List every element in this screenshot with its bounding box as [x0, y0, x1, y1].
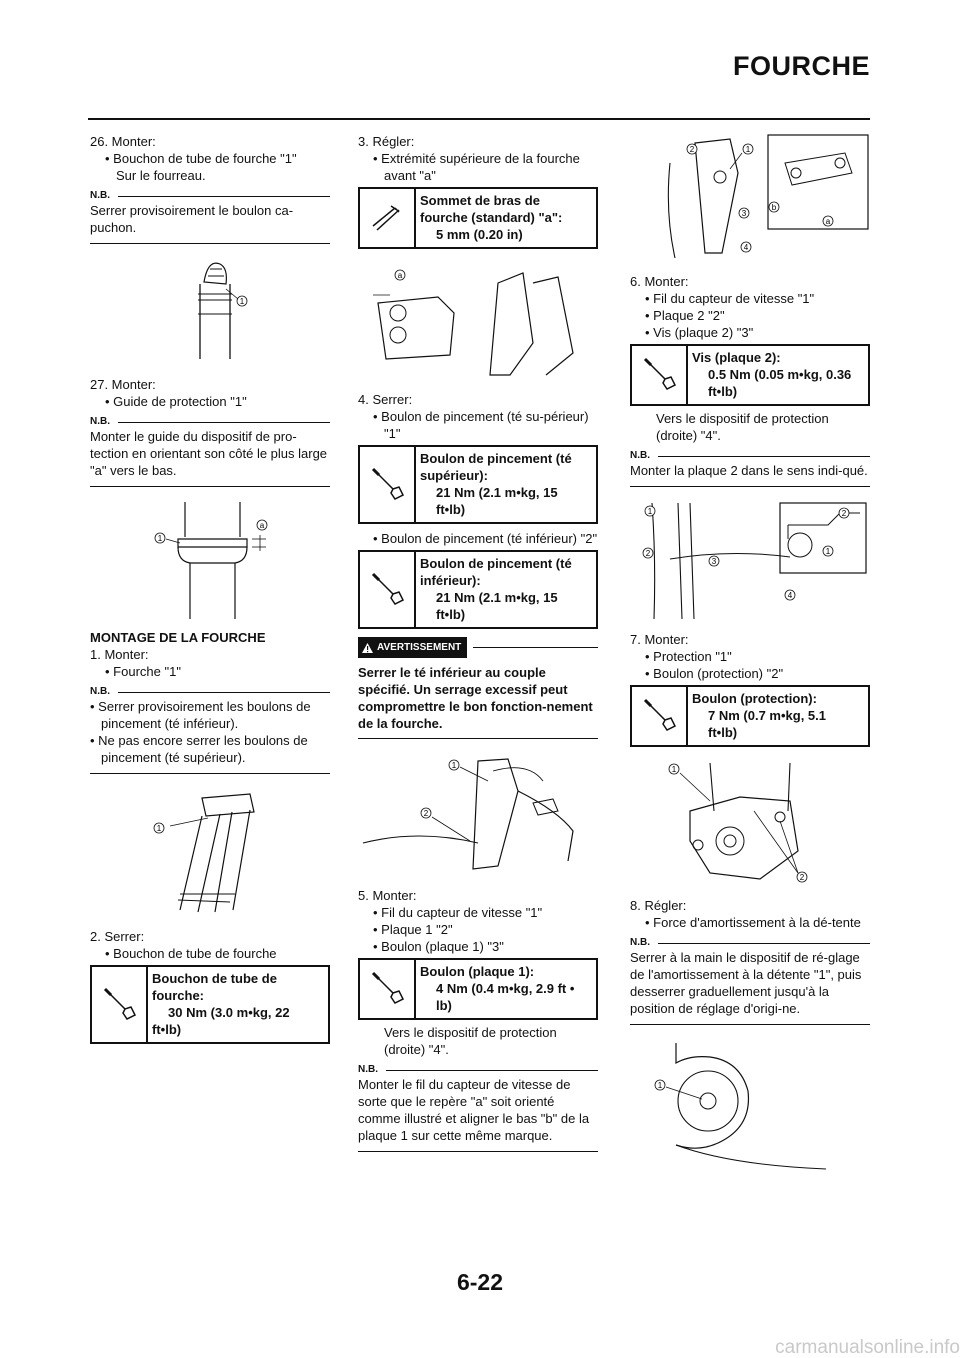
figure-plate-2 [630, 499, 870, 625]
note-1 [90, 190, 330, 244]
torque-label: fourche: [152, 988, 204, 1003]
callout-1: 1 [157, 534, 163, 543]
step-4: 4. Serrer: [358, 392, 413, 407]
torque-wrench-icon [632, 687, 688, 745]
warning-text: Serrer le té inférieur au couple spécifié. Un serrage excessif peut compromettre le bon fonction-nement de la fourche. [358, 665, 593, 731]
step-26-cont: Sur le fourreau. [116, 168, 206, 183]
step-27-bullet: • Guide de protection "1" [90, 393, 330, 410]
torque-value: 0.5 Nm (0.05 m•kg, 0.36 [708, 367, 852, 382]
step-6-bullet: • Plaque 2 "2" [630, 307, 870, 324]
spec-label: Sommet de bras de [420, 193, 540, 208]
step-3: 3. Régler: [358, 134, 415, 149]
step-5-bullet: • Plaque 1 "2" [358, 921, 598, 938]
step-2-bullet: • Bouchon de tube de fourche [90, 945, 330, 962]
step-8-bullet: • Force d'amortissement à la dé-tente [630, 914, 870, 931]
page-title: FOURCHE [733, 51, 870, 81]
torque-box-fork-cap [90, 965, 330, 1044]
torque-wrench-icon [360, 960, 416, 1018]
torque-value: ft•lb) [708, 384, 738, 399]
step-4-bullet: • Boulon de pincement (té su-périeur) "1" [358, 408, 598, 442]
note-5 [630, 450, 870, 487]
torque-box-upper-clamp [358, 445, 598, 524]
torque-value: ft•lb) [436, 502, 466, 517]
step-26: 26. Monter: [90, 134, 156, 149]
callout-2: 2 [423, 809, 429, 818]
torque-label: Bouchon de tube de [152, 971, 277, 986]
step-7-bullet: • Boulon (protection) "2" [630, 665, 870, 682]
note-4 [358, 1064, 598, 1152]
callout-2: 2 [799, 873, 805, 882]
torque-wrench-icon [632, 346, 688, 404]
spec-box-fork-top [358, 187, 598, 249]
torque-value: lb) [436, 998, 452, 1013]
note-label: N.B. [630, 450, 870, 462]
torque-value: 21 Nm (2.1 m•kg, 15 [436, 485, 558, 500]
torque-wrench-icon [360, 552, 416, 627]
callout-1: 1 [451, 761, 457, 770]
callout-a: a [825, 217, 831, 226]
warning-triangle-icon [362, 643, 373, 653]
step-5: 5. Monter: [358, 888, 417, 903]
callout-1: 1 [156, 824, 162, 833]
torque-label: inférieur): [420, 573, 481, 588]
callout-2: 2 [689, 145, 695, 154]
torque-value: ft•lb) [436, 607, 466, 622]
figure-protection [630, 761, 870, 889]
torque-label: Boulon de pincement (té [420, 556, 572, 571]
step-6-bullet: • Vis (plaque 2) "3" [630, 324, 870, 341]
note-2 [90, 416, 330, 487]
figure-protection-guide [90, 497, 330, 621]
torque-box-lower-clamp [358, 550, 598, 629]
figure-speed-sensor-wire-2 [630, 133, 870, 263]
note-label: N.B. [90, 686, 330, 698]
note-3 [90, 686, 330, 774]
step-1-bullet: • Fourche "1" [90, 663, 330, 680]
callout-4: 4 [743, 243, 749, 252]
step-7-bullet: • Protection "1" [630, 648, 870, 665]
torque-box-protection [630, 685, 870, 747]
figure-fork-top-adjust [358, 263, 598, 383]
step-8: 8. Régler: [630, 898, 687, 913]
step-2: 2. Serrer: [90, 929, 145, 944]
torque-wrench-icon [360, 447, 416, 522]
torque-value: ft•lb) [152, 1022, 182, 1037]
torque-value: 21 Nm (2.1 m•kg, 15 [436, 590, 558, 605]
torque-label: Vis (plaque 2): [692, 350, 781, 365]
note-text: Serrer provisoirement le boulon ca-puchon. [90, 203, 294, 235]
step-6-bullet: • Fil du capteur de vitesse "1" [630, 290, 870, 307]
step-1: 1. Monter: [90, 647, 149, 662]
measure-icon [360, 189, 416, 247]
note-label: N.B. [90, 416, 330, 428]
torque-label: Boulon (protection): [692, 691, 817, 706]
callout-2: 2 [645, 549, 651, 558]
step-5-bullet: • Boulon (plaque 1) "3" [358, 938, 598, 955]
torque-value: 7 Nm (0.7 m•kg, 5.1 [708, 708, 826, 723]
note-text: Monter le fil du capteur de vitesse de sorte que le repère "a" soit orienté comme illustré et aligner le bas "b" de la plaque 1 sur cette même marque. [358, 1077, 590, 1143]
figure-speed-sensor-wire-1 [358, 751, 598, 881]
page-number: 6-22 [456, 1269, 504, 1295]
callout-2: 2 [841, 509, 847, 518]
section-heading: MONTAGE DE LA FOURCHE [90, 630, 266, 645]
warning-block [358, 637, 598, 739]
torque-label: supérieur): [420, 468, 488, 483]
bullet-lower-clamp: • Boulon de pincement (té inférieur) "2" [358, 530, 598, 547]
spec-value: 5 mm (0.20 in) [436, 227, 523, 242]
note-text: Serrer à la main le dispositif de ré-glage de l'amortissement à la détente "1", puis desserrer graduellement jusqu'à la position de réglage d'origi-ne. [630, 950, 862, 1016]
callout-1: 1 [745, 145, 751, 154]
callout-1: 1 [671, 765, 677, 774]
warning-label: AVERTISSEMENT [377, 642, 462, 653]
note-item: • Ne pas encore serrer les boulons de pincement (té supérieur). [90, 732, 330, 766]
torque-box-plate-2 [630, 344, 870, 406]
figure-fork-install [90, 788, 330, 918]
callout-1: 1 [647, 507, 653, 516]
torque-label: Boulon de pincement (té [420, 451, 572, 466]
callout-1: 1 [825, 547, 831, 556]
callout-a: a [259, 521, 265, 530]
callout-1: 1 [239, 297, 245, 306]
note-label: N.B. [630, 937, 870, 949]
callout-4: 4 [787, 591, 793, 600]
note-text: Monter la plaque 2 dans le sens indi-qué. [630, 463, 868, 478]
step-6-note: Vers le dispositif de protection (droite) "4". [656, 411, 829, 443]
callout-3: 3 [741, 209, 747, 218]
step-27: 27. Monter: [90, 377, 156, 392]
header-rule [88, 118, 870, 120]
warning-badge [358, 637, 467, 658]
torque-label: Boulon (plaque 1): [420, 964, 535, 979]
callout-1: 1 [657, 1081, 663, 1090]
step-5-bullet: • Fil du capteur de vitesse "1" [358, 904, 598, 921]
step-3-bullet: • Extrémité supérieure de la fourche avant "a" [358, 150, 598, 184]
figure-rebound-adjuster [630, 1041, 870, 1171]
step-7: 7. Monter: [630, 632, 689, 647]
step-5-note: Vers le dispositif de protection (droite) "4". [384, 1025, 557, 1057]
callout-3: 3 [711, 557, 717, 566]
watermark: carmanualsonline.info [775, 1337, 960, 1358]
note-text: Monter le guide du dispositif de pro-tection en orientant son côté le plus large "a" vers le bas. [90, 429, 328, 478]
note-6 [630, 937, 870, 1025]
figure-fork-cap [90, 254, 330, 370]
column-2 [358, 133, 598, 1152]
callout-a: a [397, 271, 403, 280]
step-26-bullet: • Bouchon de tube de fourche "1" [90, 150, 330, 167]
torque-box-plate-1 [358, 958, 598, 1020]
column-3 [630, 133, 870, 1171]
spec-label: fourche (standard) "a": [420, 210, 563, 225]
step-6: 6. Monter: [630, 274, 689, 289]
note-label: N.B. [90, 190, 330, 202]
torque-value: 4 Nm (0.4 m•kg, 2.9 ft • [436, 981, 575, 996]
note-label: N.B. [358, 1064, 598, 1076]
note-item: • Serrer provisoirement les boulons de pincement (té inférieur). [90, 698, 330, 732]
torque-value: ft•lb) [708, 725, 738, 740]
column-1 [90, 133, 330, 1044]
callout-b: b [771, 203, 777, 212]
torque-wrench-icon [92, 967, 148, 1042]
torque-value: 30 Nm (3.0 m•kg, 22 [168, 1005, 290, 1020]
